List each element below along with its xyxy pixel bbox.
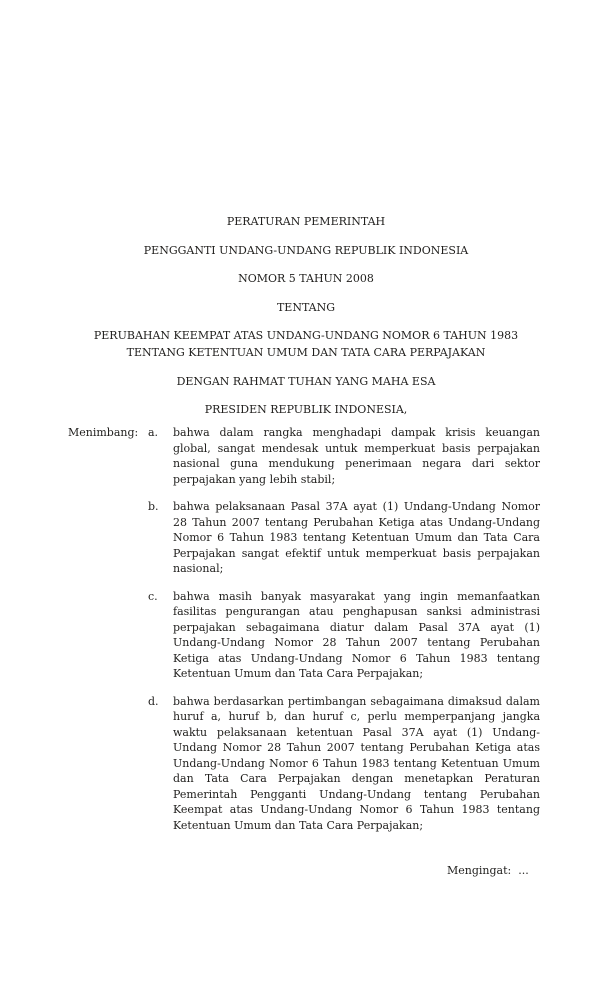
consideration-item-c [148,589,540,682]
considerations-label: Menimbang: [68,426,139,439]
doc-type-line: PERATURAN PEMERINTAH [226,215,386,228]
next-page-catchword: Mengingat: ... [447,864,529,877]
item-letter: b. [148,500,159,513]
consideration-item-b [148,499,540,577]
item-text: bahwa masih banyak masyarakat yang ingin memanfaatkan fasilitas pengurangan atau penghapusan sanksi administrasi perpajakan sebagaimana diatur dalam Pasal 37A ayat (1) Undang-Undang Nomor 28 Tahun 2007 tentang Perubahan Ketiga atas Undang-Undang Nomor 6 Tahun 1983 tentang Ketentuan Umum dan Tata Cara Perpajakan; [173,589,540,680]
consideration-item-d [148,694,540,834]
item-text: bahwa dalam rangka menghadapi dampak krisis keuangan global, sangat mendesak untuk memperkuat basis perpajakan nasional guna mendukung penerimaan negara dari sektor perpajakan yang lebih stabil; [173,426,540,486]
item-letter: a. [148,426,159,439]
doc-subtype-line: PENGGANTI UNDANG-UNDANG REPUBLIK INDONESIA [143,243,469,257]
consideration-item-a [148,425,540,487]
doc-title-line-1: PERUBAHAN KEEMPAT ATAS UNDANG-UNDANG NOMOR 6 TAHUN 1983 [93,329,519,342]
item-letter: c. [148,589,158,603]
doc-title-line-2: TENTANG KETENTUAN UMUM DAN TATA CARA PERPAJAKAN [126,346,486,359]
document-heading [0,216,612,433]
about-label: TENTANG [276,300,336,314]
authority-line: PRESIDEN REPUBLIK INDONESIA, [204,403,408,416]
item-letter: d. [148,694,159,708]
doc-number-line: NOMOR 5 TAHUN 2008 [238,272,374,285]
considerations-section [68,425,540,845]
invocation-line: DENGAN RAHMAT TUHAN YANG MAHA ESA [176,374,436,388]
item-text: bahwa pelaksanaan Pasal 37A ayat (1) Undang-Undang Nomor 28 Tahun 2007 tentang Perubahan Ketiga atas Undang-Undang Nomor 6 Tahun 1983 tentang Ketentuan Umum dan Tata Cara Perpajakan sangat efektif untuk memperkuat basis perpajakan nasional; [173,500,540,575]
item-text: bahwa berdasarkan pertimbangan sebagaimana dimaksud dalam huruf a, huruf b, dan huruf c, perlu memperpanjang jangka waktu pelaksanaan ketentuan Pasal 37A ayat (1) Undang-Undang Nomor 28 Tahun 2007 tentang Perubahan Ketiga atas Undang-Undang Nomor 6 Tahun 1983 tentang Ketentuan Umum dan Tata Cara Perpajakan dengan menetapkan Peraturan Pemerintah Pengganti Undang-Undang tentang Perubahan Keempat atas Undang-Undang Nomor 6 Tahun 1983 tentang Ketentuan Umum dan Tata Cara Perpajakan; [173,694,540,832]
